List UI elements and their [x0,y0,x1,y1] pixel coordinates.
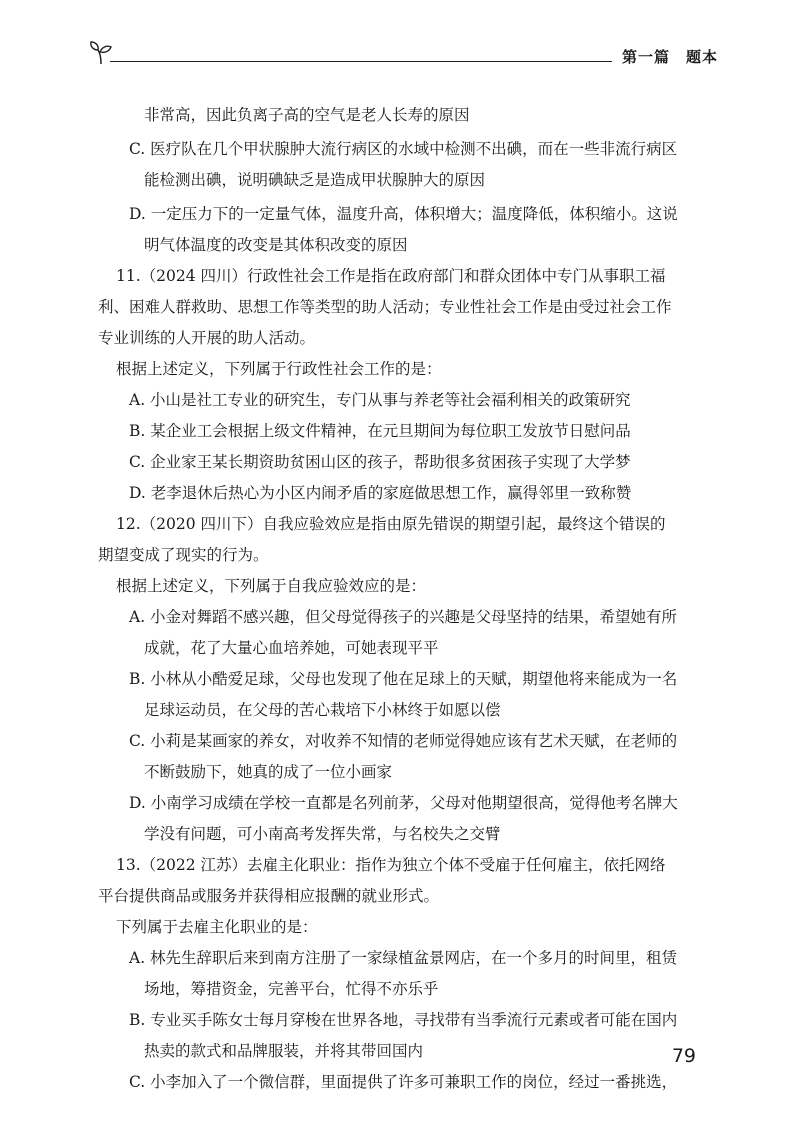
question-12-option-d [98,788,696,850]
option-line: 能检测出碘，说明碘缺乏是造成甲状腺肿大的原因 [144,171,486,189]
stem-line: 期望变成了现实的行为。 [98,546,269,564]
option-line: A. 林先生辞职后来到南方注册了一家绿植盆景网店，在一个多月的时间里，租赁 [129,949,678,967]
option-d: D. 老李退休后热心为小区内闹矛盾的家庭做思想工作，赢得邻里一致称赞 [129,484,632,502]
stem-line: 11.（2024 四川）行政性社会工作是指在政府部门和群众团体中专门从事职工福 [116,267,666,285]
sprout-icon [88,40,114,66]
prev-option-d [98,199,696,261]
header-rule [110,61,612,62]
option-line: D. 小南学习成绩在学校一直都是名列前茅，父母对他期望很高，觉得他考名牌大 [129,794,678,812]
question-12-option-c [98,726,696,788]
question-13-option-b [98,1005,696,1067]
stem-line: 12.（2020 四川下）自我应验效应是指由原先错误的期望引起，最终这个错误的 [116,515,666,533]
stem-line: 平台提供商品或服务并获得相应报酬的就业形式。 [98,887,440,905]
question-13-option-c [98,1067,696,1098]
stem-line: 利、困难人群救助、思想工作等类型的助人活动；专业性社会工作是由受过社会工作 [98,298,672,316]
stem-line: 13.（2022 江苏）去雇主化职业：指作为独立个体不受雇于任何雇主，依托网络 [116,856,666,874]
option-line: 足球运动员，在父母的苦心栽培下小林终于如愿以偿 [144,701,501,719]
question-11-prompt: 根据上述定义，下列属于行政性社会工作的是： [116,360,442,378]
option-line: 场地，筹措资金，完善平台，忙得不亦乐乎 [144,980,439,998]
prev-option-c [98,134,696,196]
option-line: C. 医疗队在几个甲状腺肿大流行病区的水域中检测不出碘，而在一些非流行病区 [129,140,678,158]
option-c: C. 企业家王某长期资助贫困山区的孩子，帮助很多贫困孩子实现了大学梦 [129,453,631,471]
option-line: 成就，花了大量心血培养她，可她表现平平 [144,639,439,657]
page-header [88,38,718,72]
question-12-option-a [98,602,696,664]
option-line: 明气体温度的改变是其体积改变的原因 [144,236,408,254]
question-12-option-b [98,664,696,726]
option-line: 热卖的款式和品牌服装，并将其带回国内 [144,1042,424,1060]
option-line: D. 一定压力下的一定量气体，温度升高，体积增大；温度降低，体积缩小。这说 [129,205,678,223]
question-13-option-a [98,943,696,1005]
question-13-prompt: 下列属于去雇主化职业的是： [116,918,318,936]
option-line: A. 小金对舞蹈不感兴趣，但父母觉得孩子的兴趣是父母坚持的结果，希望她有所 [129,608,678,626]
question-11-options [98,385,696,509]
option-line: B. 小林从小酷爱足球，父母也发现了他在足球上的天赋，期望他将来能成为一名 [129,670,678,688]
question-11-stem [98,261,696,354]
question-12-prompt: 根据上述定义，下列属于自我应验效应的是： [116,577,427,595]
option-line: 学没有问题，可小南高考发挥失常，与名校失之交臂 [144,825,501,843]
option-line: C. 小莉是某画家的养女，对收养不知情的老师觉得她应该有艺术天赋，在老师的 [129,732,678,750]
option-a: A. 小山是社工专业的研究生，专门从事与养老等社会福利相关的政策研究 [129,391,631,409]
question-12-stem [98,509,696,571]
option-line: C. 小李加入了一个微信群，里面提供了许多可兼职工作的岗位，经过一番挑选， [129,1073,678,1091]
stem-line: 专业训练的人开展的助人活动。 [98,329,316,347]
question-13-stem [98,850,696,912]
option-line: 不断鼓励下，她真的成了一位小画家 [144,763,393,781]
section-title: 第一篇 题本 [621,48,718,66]
carry-over-line: 非常高，因此负离子高的空气是老人长寿的原因 [144,106,470,124]
page-number: 79 [671,1045,696,1067]
page-content [98,100,696,1098]
option-line: B. 专业买手陈女士每月穿梭在世界各地，寻找带有当季流行元素或者可能在国内 [129,1011,678,1029]
option-b: B. 某企业工会根据上级文件精神，在元旦期间为每位职工发放节日慰问品 [129,422,631,440]
